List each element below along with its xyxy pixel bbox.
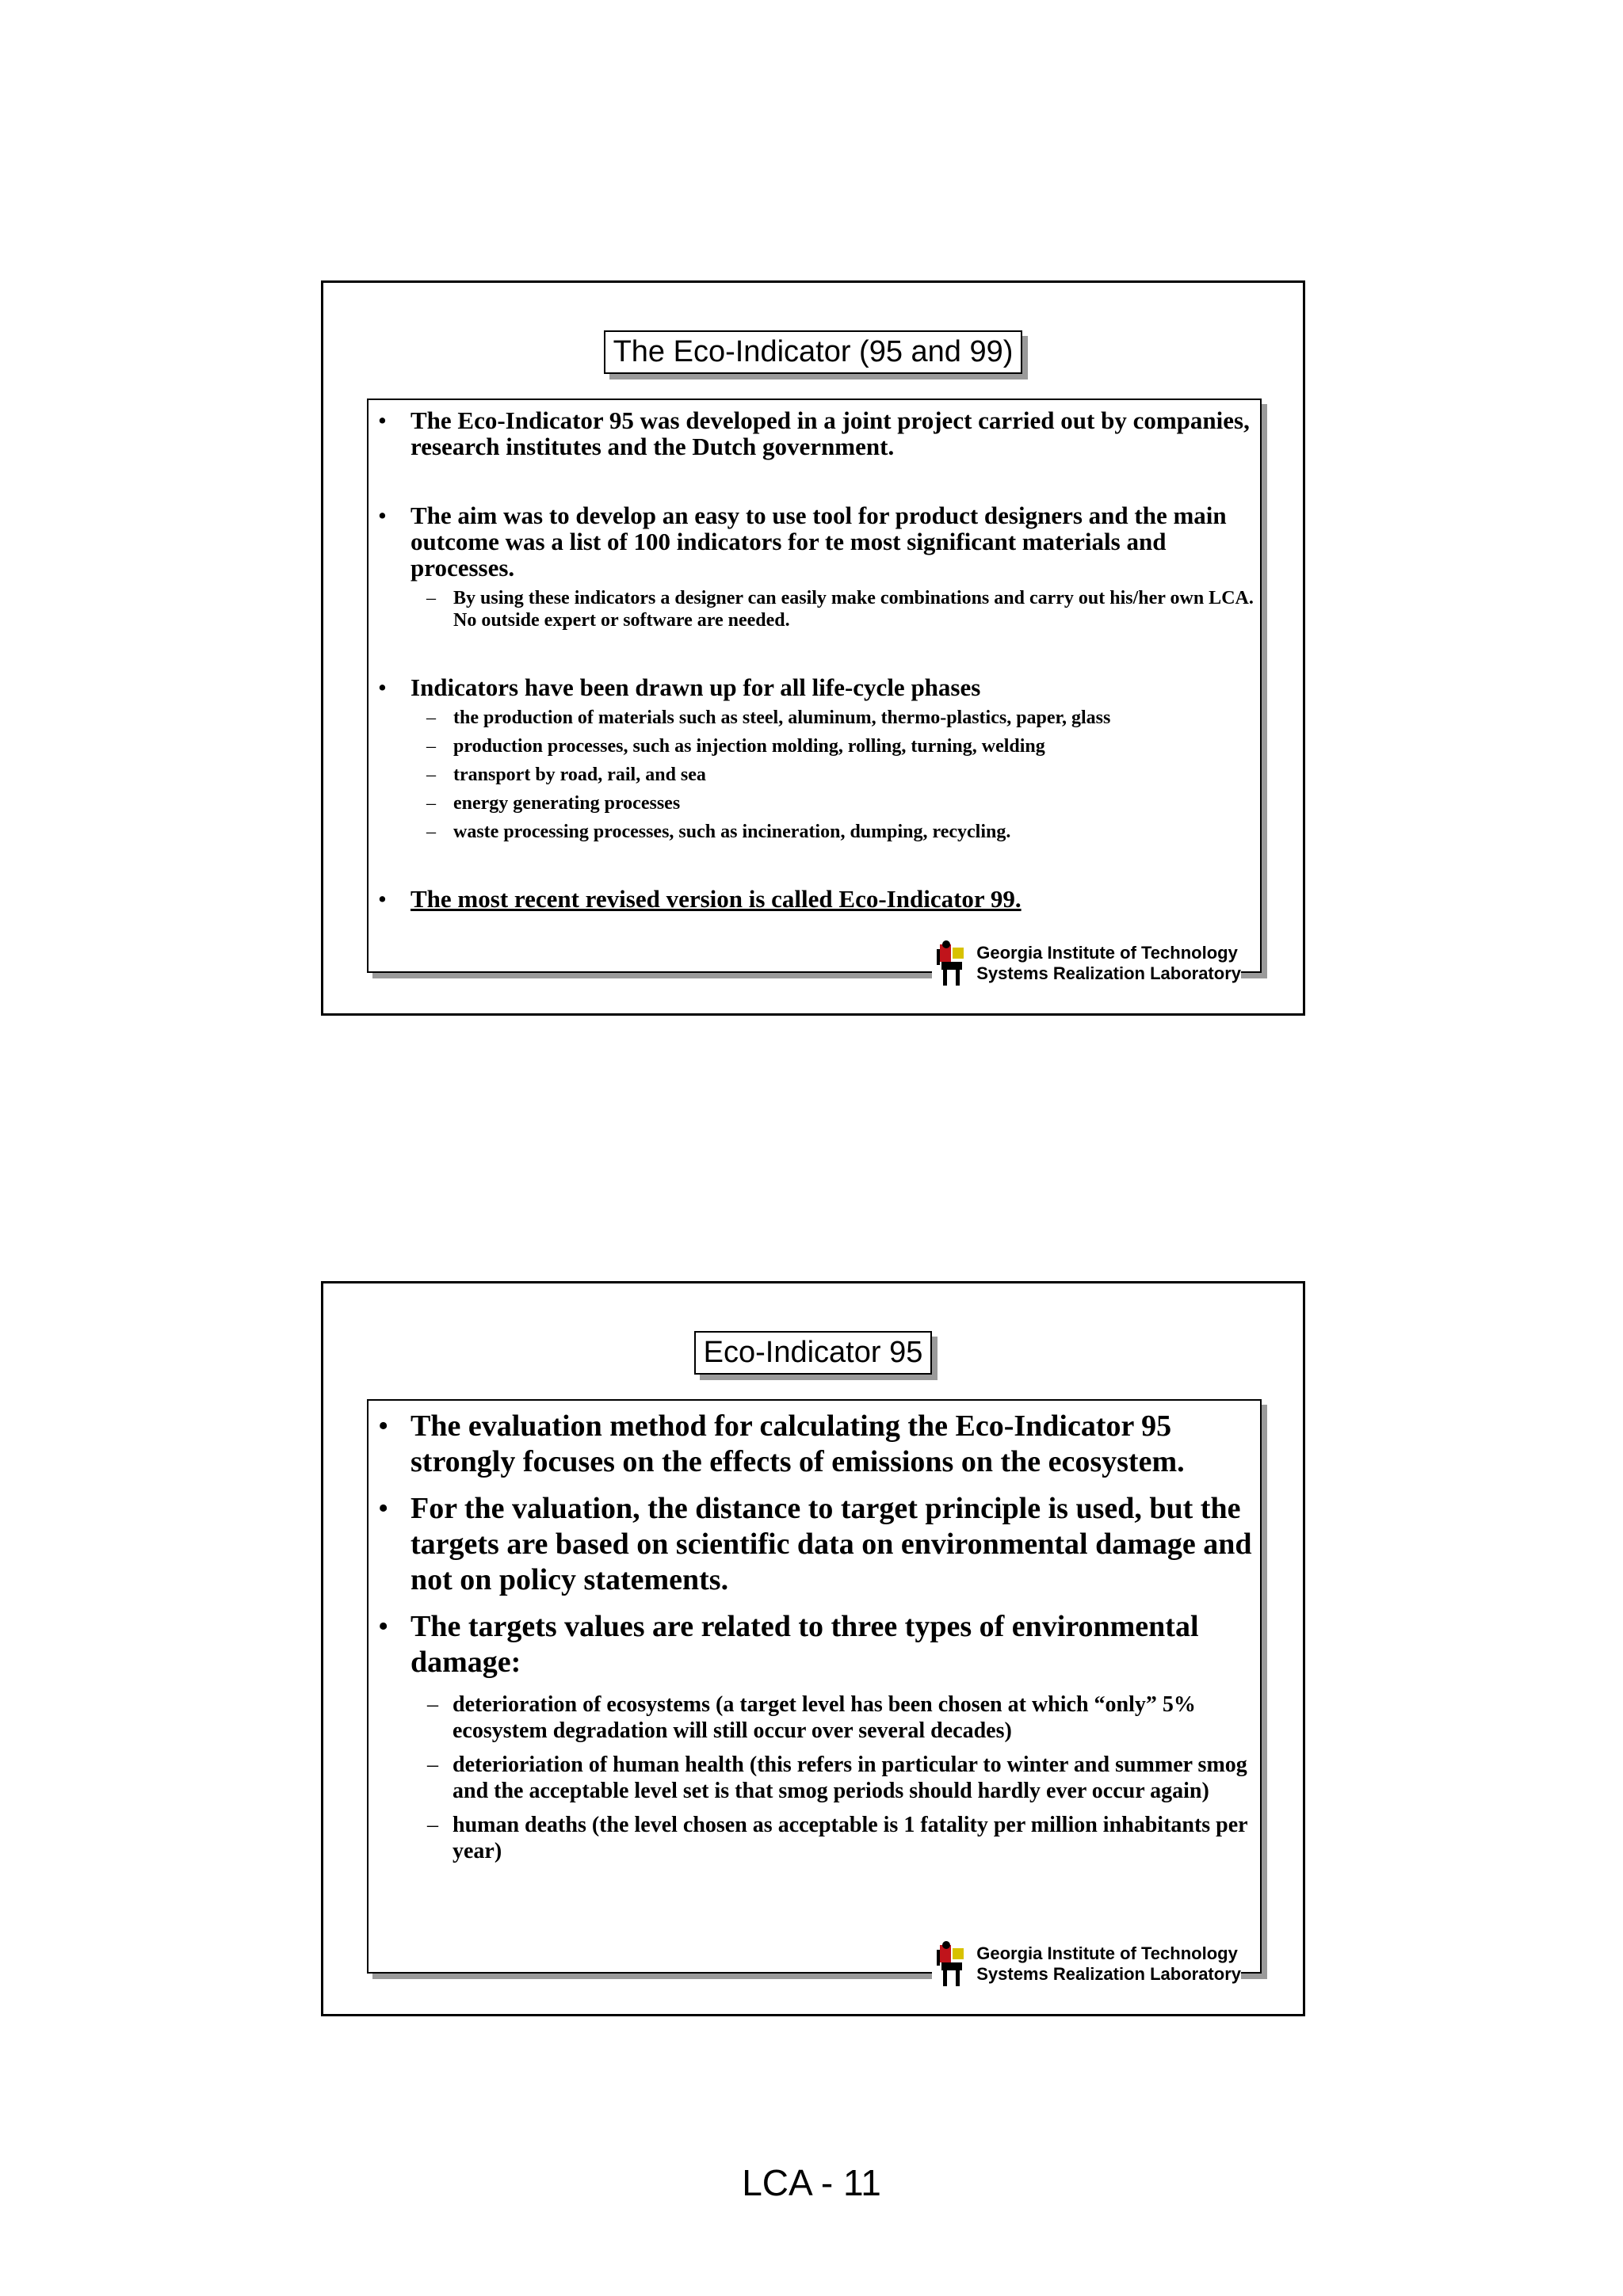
slide-content <box>367 1399 1262 1984</box>
list-item <box>369 407 1260 460</box>
slide-eco-indicator-95-99 <box>321 280 1305 1016</box>
sub-item: – transport by road, rail, and sea <box>411 764 1260 786</box>
brand-line-2: Systems Realization Laboratory <box>976 1964 1241 1984</box>
brand-footer <box>932 1940 1241 1988</box>
brand-text-block <box>976 943 1241 984</box>
slide-eco-indicator-95 <box>321 1281 1305 2016</box>
sub-item: – By using these indicators a designer can easily make combinations and carry out his/her own LCA. No outside expert or software are needed. <box>411 587 1260 631</box>
srl-logo-icon <box>935 940 972 987</box>
sub-list <box>369 1691 1260 1864</box>
list-item <box>369 502 1260 631</box>
bullet-text: The aim was to develop an easy to use tool for product designers and the main outcome was a list of 100 indicators for te most significant materials and processes. <box>411 502 1227 582</box>
bullet-text: For the valuation, the distance to target principle is used, but the targets are based on scientific data on environmental damage and not on policy statements. <box>411 1492 1252 1596</box>
brand-line-1: Georgia Institute of Technology <box>976 1943 1238 1963</box>
list-item <box>369 886 1260 912</box>
page-number: LCA - 11 <box>742 2162 881 2203</box>
sub-item: – energy generating processes <box>411 792 1260 814</box>
bullet-text: Indicators have been drawn up for all life-cycle phases <box>411 673 981 701</box>
slide-title-wrapper <box>323 330 1303 374</box>
sub-item: – deterioration of ecosystems (a target level has been chosen at which “only” 5% ecosystem degradation will still occur over several decades) <box>369 1691 1260 1744</box>
list-item <box>369 1491 1260 1598</box>
sub-list <box>411 707 1260 843</box>
brand-line-1: Georgia Institute of Technology <box>976 943 1238 963</box>
sub-item: – human deaths (the level chosen as acceptable is 1 fatality per million inhabitants per year) <box>369 1812 1260 1864</box>
slide-title-wrapper <box>323 1331 1303 1375</box>
srl-logo-icon <box>935 1940 972 1988</box>
sub-item: – deterioriation of human health (this refers in particular to winter and summer smog and the acceptable level set is that smog periods should hardly ever occur again) <box>369 1752 1260 1804</box>
list-item <box>369 1609 1260 1680</box>
bullet-list <box>369 407 1260 912</box>
sub-item: – production processes, such as injection molding, rolling, turning, welding <box>411 735 1260 757</box>
slide-title: The Eco-Indicator (95 and 99) <box>604 330 1023 374</box>
list-item <box>369 1409 1260 1480</box>
sub-item: – the production of materials such as steel, aluminum, thermo-plastics, paper, glass <box>411 707 1260 729</box>
sub-item: – waste processing processes, such as incineration, dumping, recycling. <box>411 821 1260 843</box>
bullet-text: The most recent revised version is called Eco-Indicator 99. <box>411 885 1022 913</box>
list-item <box>369 674 1260 843</box>
bullet-text: The Eco-Indicator 95 was developed in a joint project carried out by companies, research institutes and the Dutch government. <box>411 406 1250 460</box>
bullet-text: The targets values are related to three types of environmental damage: <box>411 1610 1199 1679</box>
slide-title: Eco-Indicator 95 <box>694 1331 933 1375</box>
brand-line-2: Systems Realization Laboratory <box>976 963 1241 983</box>
bullet-text: The evaluation method for calculating the Eco-Indicator 95 strongly focuses on the effects of emissions on the ecosystem. <box>411 1409 1185 1478</box>
brand-text-block <box>976 1943 1241 1985</box>
sub-list <box>411 587 1260 631</box>
brand-footer <box>932 940 1241 987</box>
slide-content <box>367 399 1262 983</box>
bullet-list <box>369 1409 1260 1680</box>
